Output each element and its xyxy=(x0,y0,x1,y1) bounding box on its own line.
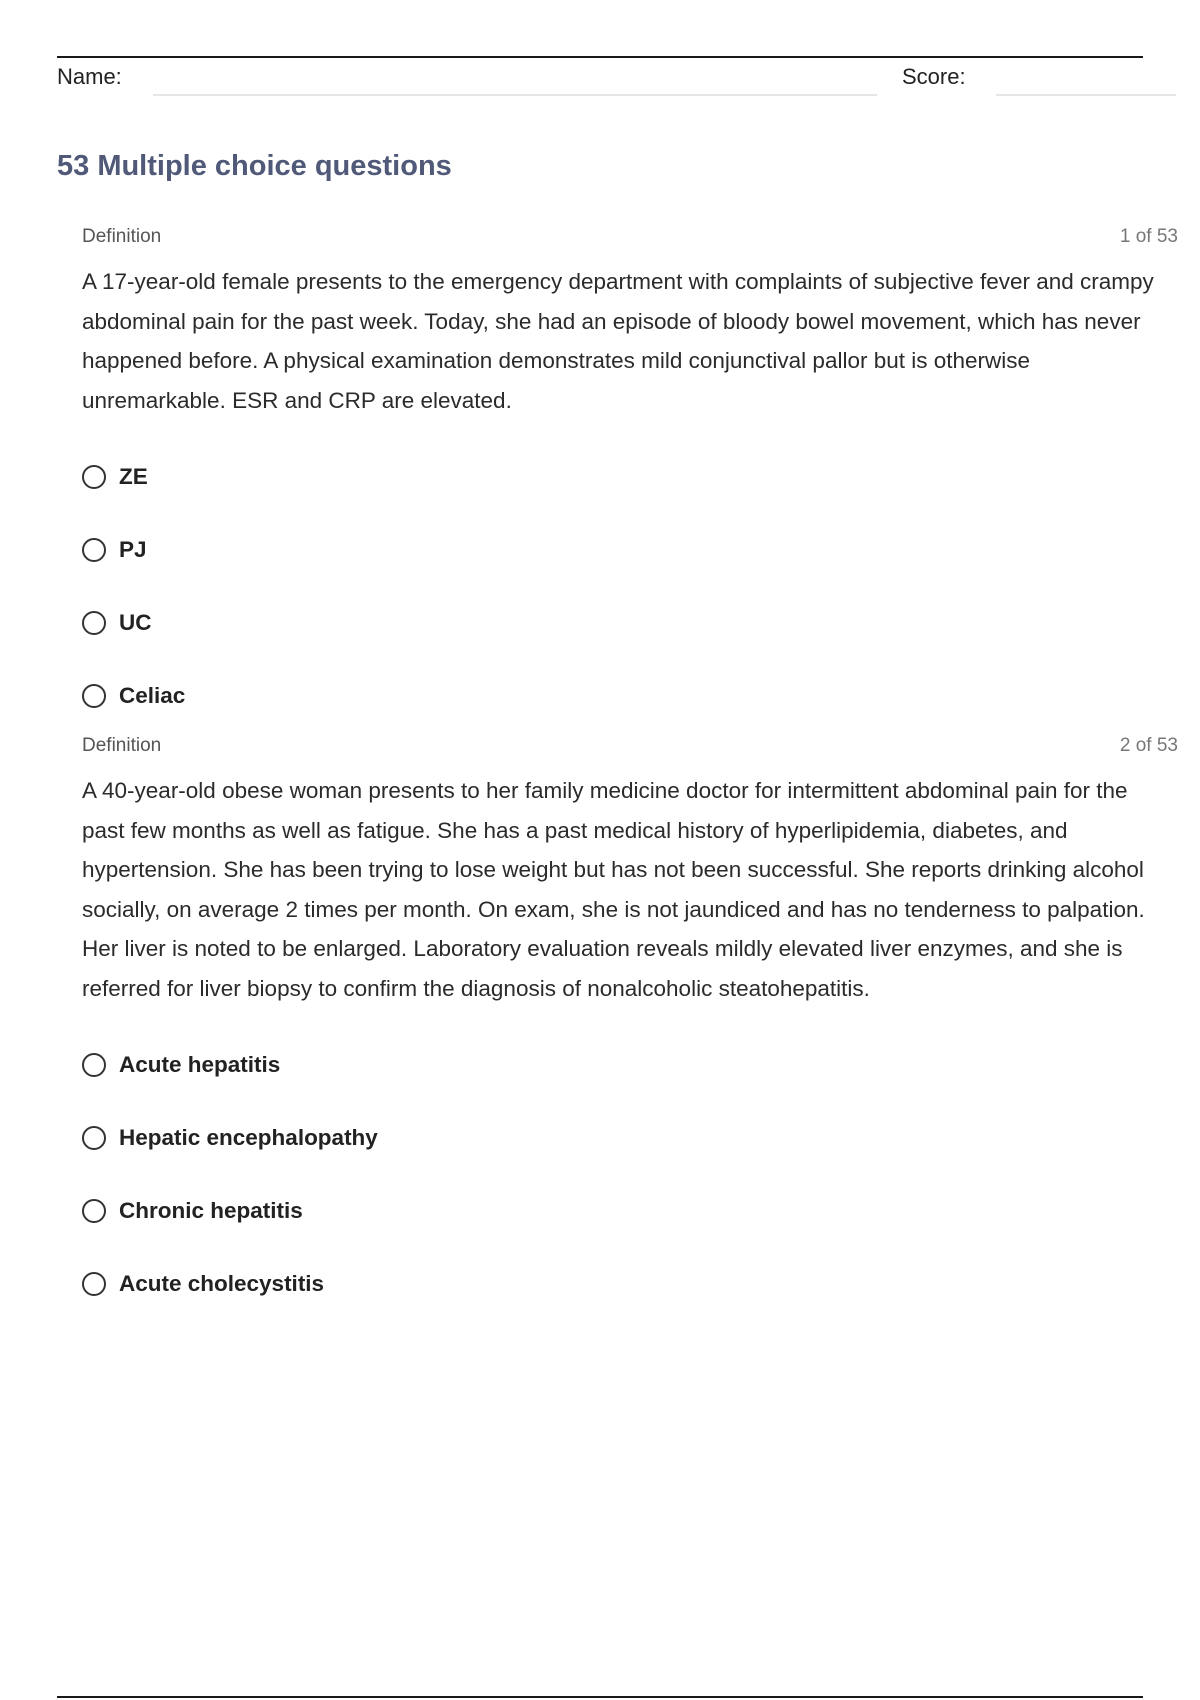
question-header xyxy=(82,735,1178,763)
question-2 xyxy=(82,735,1178,1320)
answer-option-label: ZE xyxy=(119,463,148,489)
question-type-label: Definition xyxy=(82,735,162,756)
score-input-line[interactable] xyxy=(996,94,1176,96)
radio-icon[interactable] xyxy=(82,1199,106,1223)
answer-option-label: Chronic hepatitis xyxy=(119,1197,303,1223)
question-type-label: Definition xyxy=(82,226,162,247)
answer-option[interactable] xyxy=(82,586,1178,659)
answer-option-label: Hepatic encephalopathy xyxy=(119,1124,378,1150)
question-1 xyxy=(82,226,1178,732)
radio-icon[interactable] xyxy=(82,1053,106,1077)
answer-options xyxy=(82,440,1178,732)
question-text: A 40-year-old obese woman presents to her family medicine doctor for intermittent abdominal pain for the past few months as well as fatigue. She has a past medical history of hyperlipidemia, diabetes, and hypertension. She has been trying to lose weight but has not been successful. She reports drinking alcohol socially, on average 2 times per month. On exam, she is not jaundiced and has no tenderness to palpation. Her liver is noted to be enlarged. Laboratory evaluation reveals mildly elevated liver enzymes, and she is referred for liver biopsy to confirm the diagnosis of nonalcoholic steatohepatitis. xyxy=(82,778,1145,1001)
answer-option-label: Acute cholecystitis xyxy=(119,1270,325,1296)
score-label: Score: xyxy=(902,64,966,89)
answer-option-label: Celiac xyxy=(119,682,186,708)
question-header xyxy=(82,226,1178,254)
radio-icon[interactable] xyxy=(82,1126,106,1150)
answer-option-label: PJ xyxy=(119,536,147,562)
answer-option-label: Acute hepatitis xyxy=(119,1051,281,1077)
name-label: Name: xyxy=(57,64,122,89)
answer-option[interactable] xyxy=(82,659,1178,732)
answer-option[interactable] xyxy=(82,440,1178,513)
radio-icon[interactable] xyxy=(82,611,106,635)
top-rule xyxy=(57,56,1143,58)
radio-icon[interactable] xyxy=(82,465,106,489)
name-input-line[interactable] xyxy=(153,94,877,96)
answer-option[interactable] xyxy=(82,1101,1178,1174)
answer-option[interactable] xyxy=(82,1174,1178,1247)
answer-option-label: UC xyxy=(119,609,152,635)
question-text: A 17-year-old female presents to the emergency department with complaints of subjective fever and crampy abdominal pain for the past week. Today, she had an episode of bloody bowel movement, which has never happened before. A physical examination demonstrates mild conjunctival pallor but is otherwise unremarkable. ESR and CRP are elevated. xyxy=(82,269,1154,413)
question-counter: 1 of 53 xyxy=(1119,226,1178,247)
section-title: 53 Multiple choice questions xyxy=(57,150,452,182)
question-counter: 2 of 53 xyxy=(1119,735,1178,756)
bottom-rule xyxy=(57,1696,1143,1698)
radio-icon[interactable] xyxy=(82,538,106,562)
answer-option[interactable] xyxy=(82,513,1178,586)
radio-icon[interactable] xyxy=(82,1272,106,1296)
answer-option[interactable] xyxy=(82,1028,1178,1101)
radio-icon[interactable] xyxy=(82,684,106,708)
answer-option[interactable] xyxy=(82,1247,1178,1320)
answer-options xyxy=(82,1028,1178,1320)
